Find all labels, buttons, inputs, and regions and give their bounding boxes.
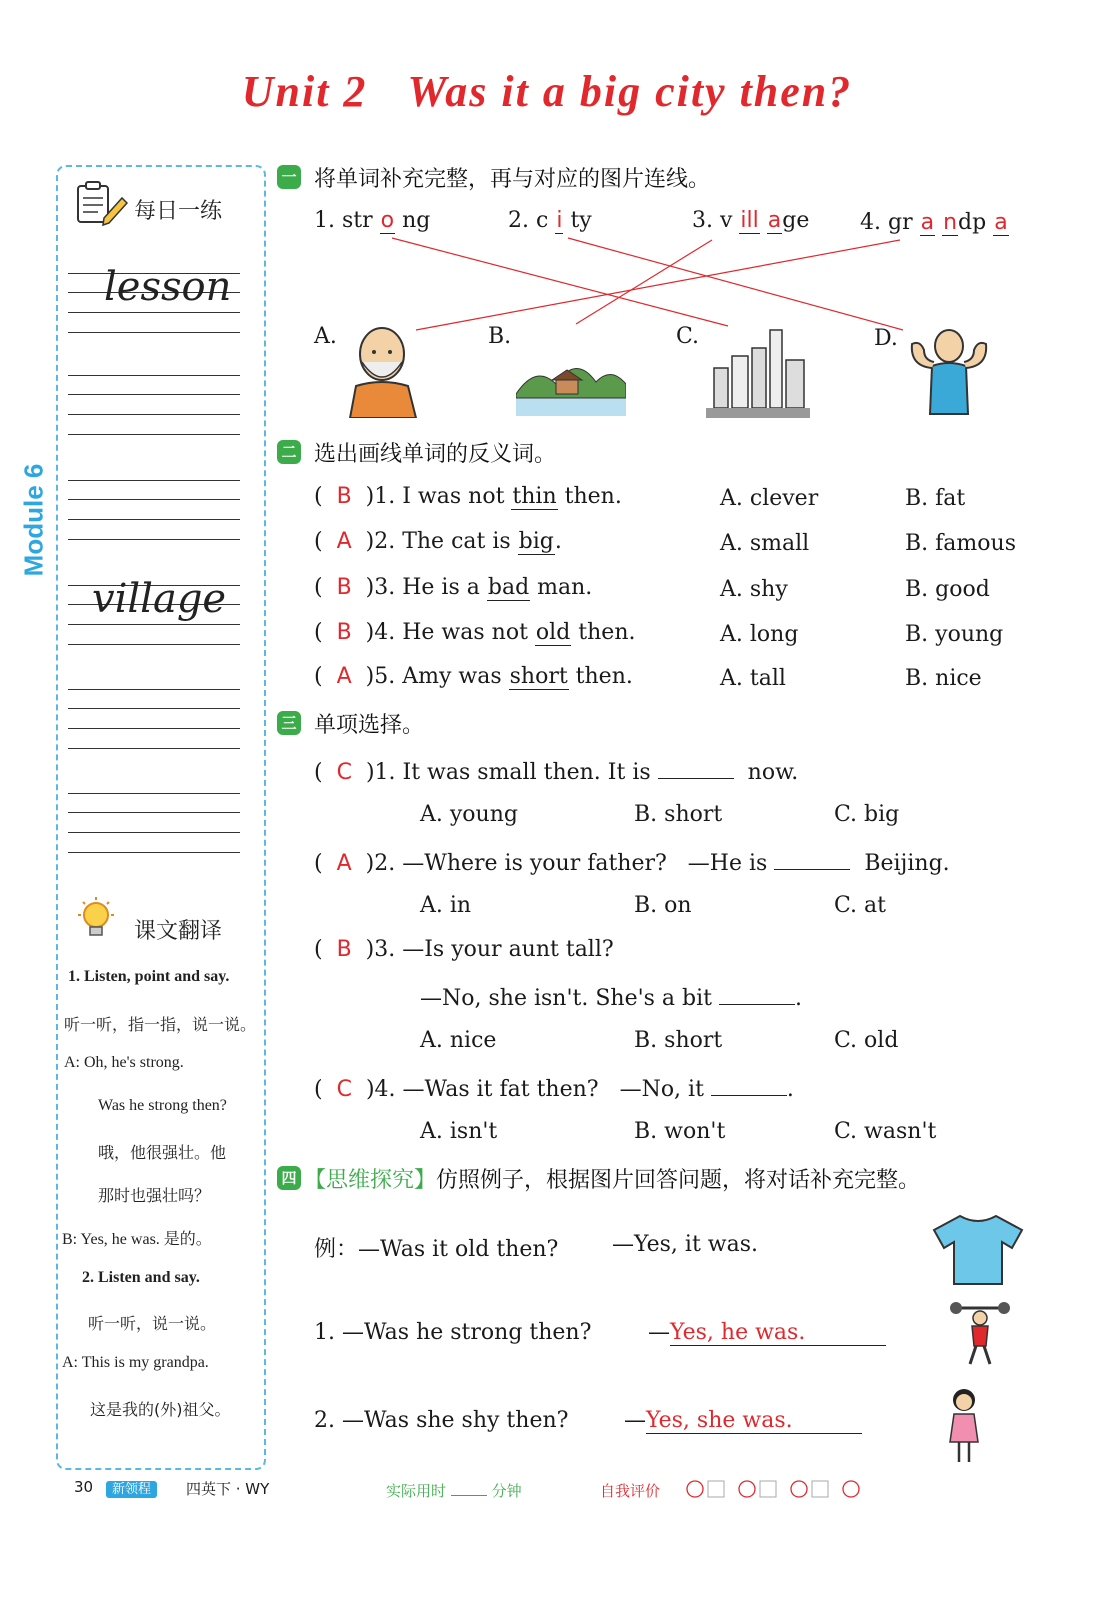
option-b: B. fat <box>905 486 966 511</box>
self-evaluation-faces[interactable] <box>684 1478 874 1504</box>
question-2: 2. —Was she shy then? <box>314 1408 569 1433</box>
choice-question-3-line2: —No, she isn't. She's a bit . <box>420 982 802 1011</box>
handwritten-word-village: village <box>92 576 227 622</box>
fill-word-4: 4. gr a ndp a <box>860 210 1008 235</box>
antonym-question-1: ( B )1. I was not thin then. <box>314 484 622 509</box>
section-instruction: 选出画线单词的反义词。 <box>314 442 557 467</box>
village-picture <box>516 354 626 420</box>
option-b: B. famous <box>905 531 1016 556</box>
option-label: C. <box>676 324 700 349</box>
example-answer: —Yes, it was. <box>612 1232 759 1257</box>
answer-2: —Yes, she was. <box>624 1408 862 1434</box>
weightlifter-picture <box>950 1298 1010 1370</box>
translation-line: 1. Listen, point and say. <box>68 968 230 985</box>
option-c: C. big <box>834 802 900 827</box>
option-b: B. nice <box>905 666 982 691</box>
option-label: D. <box>874 326 898 351</box>
handwritten-word-lesson: lesson <box>104 264 232 310</box>
unit-label: Unit 2 <box>241 67 368 116</box>
option-a: A. long <box>720 622 799 647</box>
question-1: 1. —Was he strong then? <box>314 1320 592 1345</box>
city-picture <box>706 326 810 422</box>
option-b: B. on <box>634 893 692 918</box>
time-spent-label: 实际用时 分钟 <box>386 1482 522 1500</box>
translation-line: 这是我的(外)祖父。 <box>90 1400 231 1419</box>
clipboard-pencil-icon <box>74 178 130 228</box>
antonym-question-5: ( A )5. Amy was short then. <box>314 664 633 689</box>
translation-line: 听一听，说一说。 <box>88 1314 217 1333</box>
lightbulb-icon <box>74 895 120 945</box>
grade-label: 四英下 · WY <box>186 1480 270 1498</box>
section-instruction: 单项选择。 <box>314 713 425 738</box>
section-number: 四 <box>277 1166 301 1190</box>
choice-question-3: ( B )3. —Is your aunt tall? <box>314 937 614 962</box>
choice-question-1: ( C )1. It was small then. It is now. <box>314 756 798 785</box>
translation-heading: 课文翻译 <box>134 919 223 944</box>
brand-badge: 新领程 <box>106 1478 157 1497</box>
tshirt-picture <box>930 1210 1026 1290</box>
module-label: Module 6 <box>18 463 49 577</box>
option-a: A. nice <box>420 1028 497 1053</box>
section-number: 一 <box>277 165 301 189</box>
page-number: 30 <box>74 1478 94 1496</box>
option-b: B. good <box>905 577 990 602</box>
section-number: 二 <box>277 440 301 464</box>
translation-line: 哦，他很强壮。他 <box>98 1143 227 1162</box>
section-number: 三 <box>277 711 301 735</box>
translation-line: A: Oh, he's strong. <box>64 1054 184 1071</box>
unit-title: Was it a big city then? <box>407 67 853 116</box>
option-b: B. young <box>905 622 1004 647</box>
option-a: A. shy <box>720 577 788 602</box>
option-c: C. at <box>834 893 886 918</box>
option-c: C. old <box>834 1028 899 1053</box>
girl-picture <box>946 1386 982 1470</box>
choice-question-2: ( A )2. —Where is your father? —He is Beijing. <box>314 847 950 876</box>
strong-man-picture <box>902 326 996 424</box>
self-evaluation-label: 自我评价 <box>600 1482 661 1500</box>
old-man-picture <box>342 322 422 422</box>
option-c: C. wasn't <box>834 1119 937 1144</box>
page-title <box>0 66 1094 117</box>
option-a: A. isn't <box>420 1119 498 1144</box>
antonym-question-3: ( B )3. He is a bad man. <box>314 575 593 600</box>
fill-word-2: 2. c i ty <box>508 208 592 233</box>
antonym-question-4: ( B )4. He was not old then. <box>314 620 636 645</box>
translation-line: 2. Listen and say. <box>82 1269 200 1286</box>
option-b: B. won't <box>634 1119 726 1144</box>
daily-practice-heading: 每日一练 <box>134 199 223 224</box>
translation-line: Was he strong then? <box>98 1097 227 1114</box>
choice-question-4: ( C )4. —Was it fat then? —No, it . <box>314 1073 794 1102</box>
fill-word-3: 3. v ill age <box>692 208 810 233</box>
translation-line: 那时也强壮吗？ <box>98 1186 211 1205</box>
example-question: 例：—Was it old then? <box>314 1237 559 1262</box>
translation-line: A: This is my grandpa. <box>62 1354 209 1371</box>
section-instruction: 将单词补充完整，再与对应的图片连线。 <box>314 167 711 192</box>
option-b: B. short <box>634 802 723 827</box>
translation-line: B: Yes, he was. 是的。 <box>62 1231 212 1248</box>
option-a: A. in <box>420 893 472 918</box>
option-b: B. short <box>634 1028 723 1053</box>
option-a: A. small <box>720 531 810 556</box>
option-a: A. clever <box>720 486 819 511</box>
option-label: B. <box>488 324 512 349</box>
answer-1: —Yes, he was. <box>648 1320 886 1346</box>
antonym-question-2: ( A )2. The cat is big. <box>314 529 562 554</box>
option-a: A. young <box>420 802 518 827</box>
option-a: A. tall <box>720 666 786 691</box>
fill-word-1: 1. str o ng <box>314 208 431 233</box>
translation-line: 听一听，指一指，说一说。 <box>64 1015 257 1034</box>
option-label: A. <box>314 324 337 349</box>
section-instruction: 【思维探究】仿照例子，根据图片回答问题，将对话补充完整。 <box>304 1168 921 1193</box>
